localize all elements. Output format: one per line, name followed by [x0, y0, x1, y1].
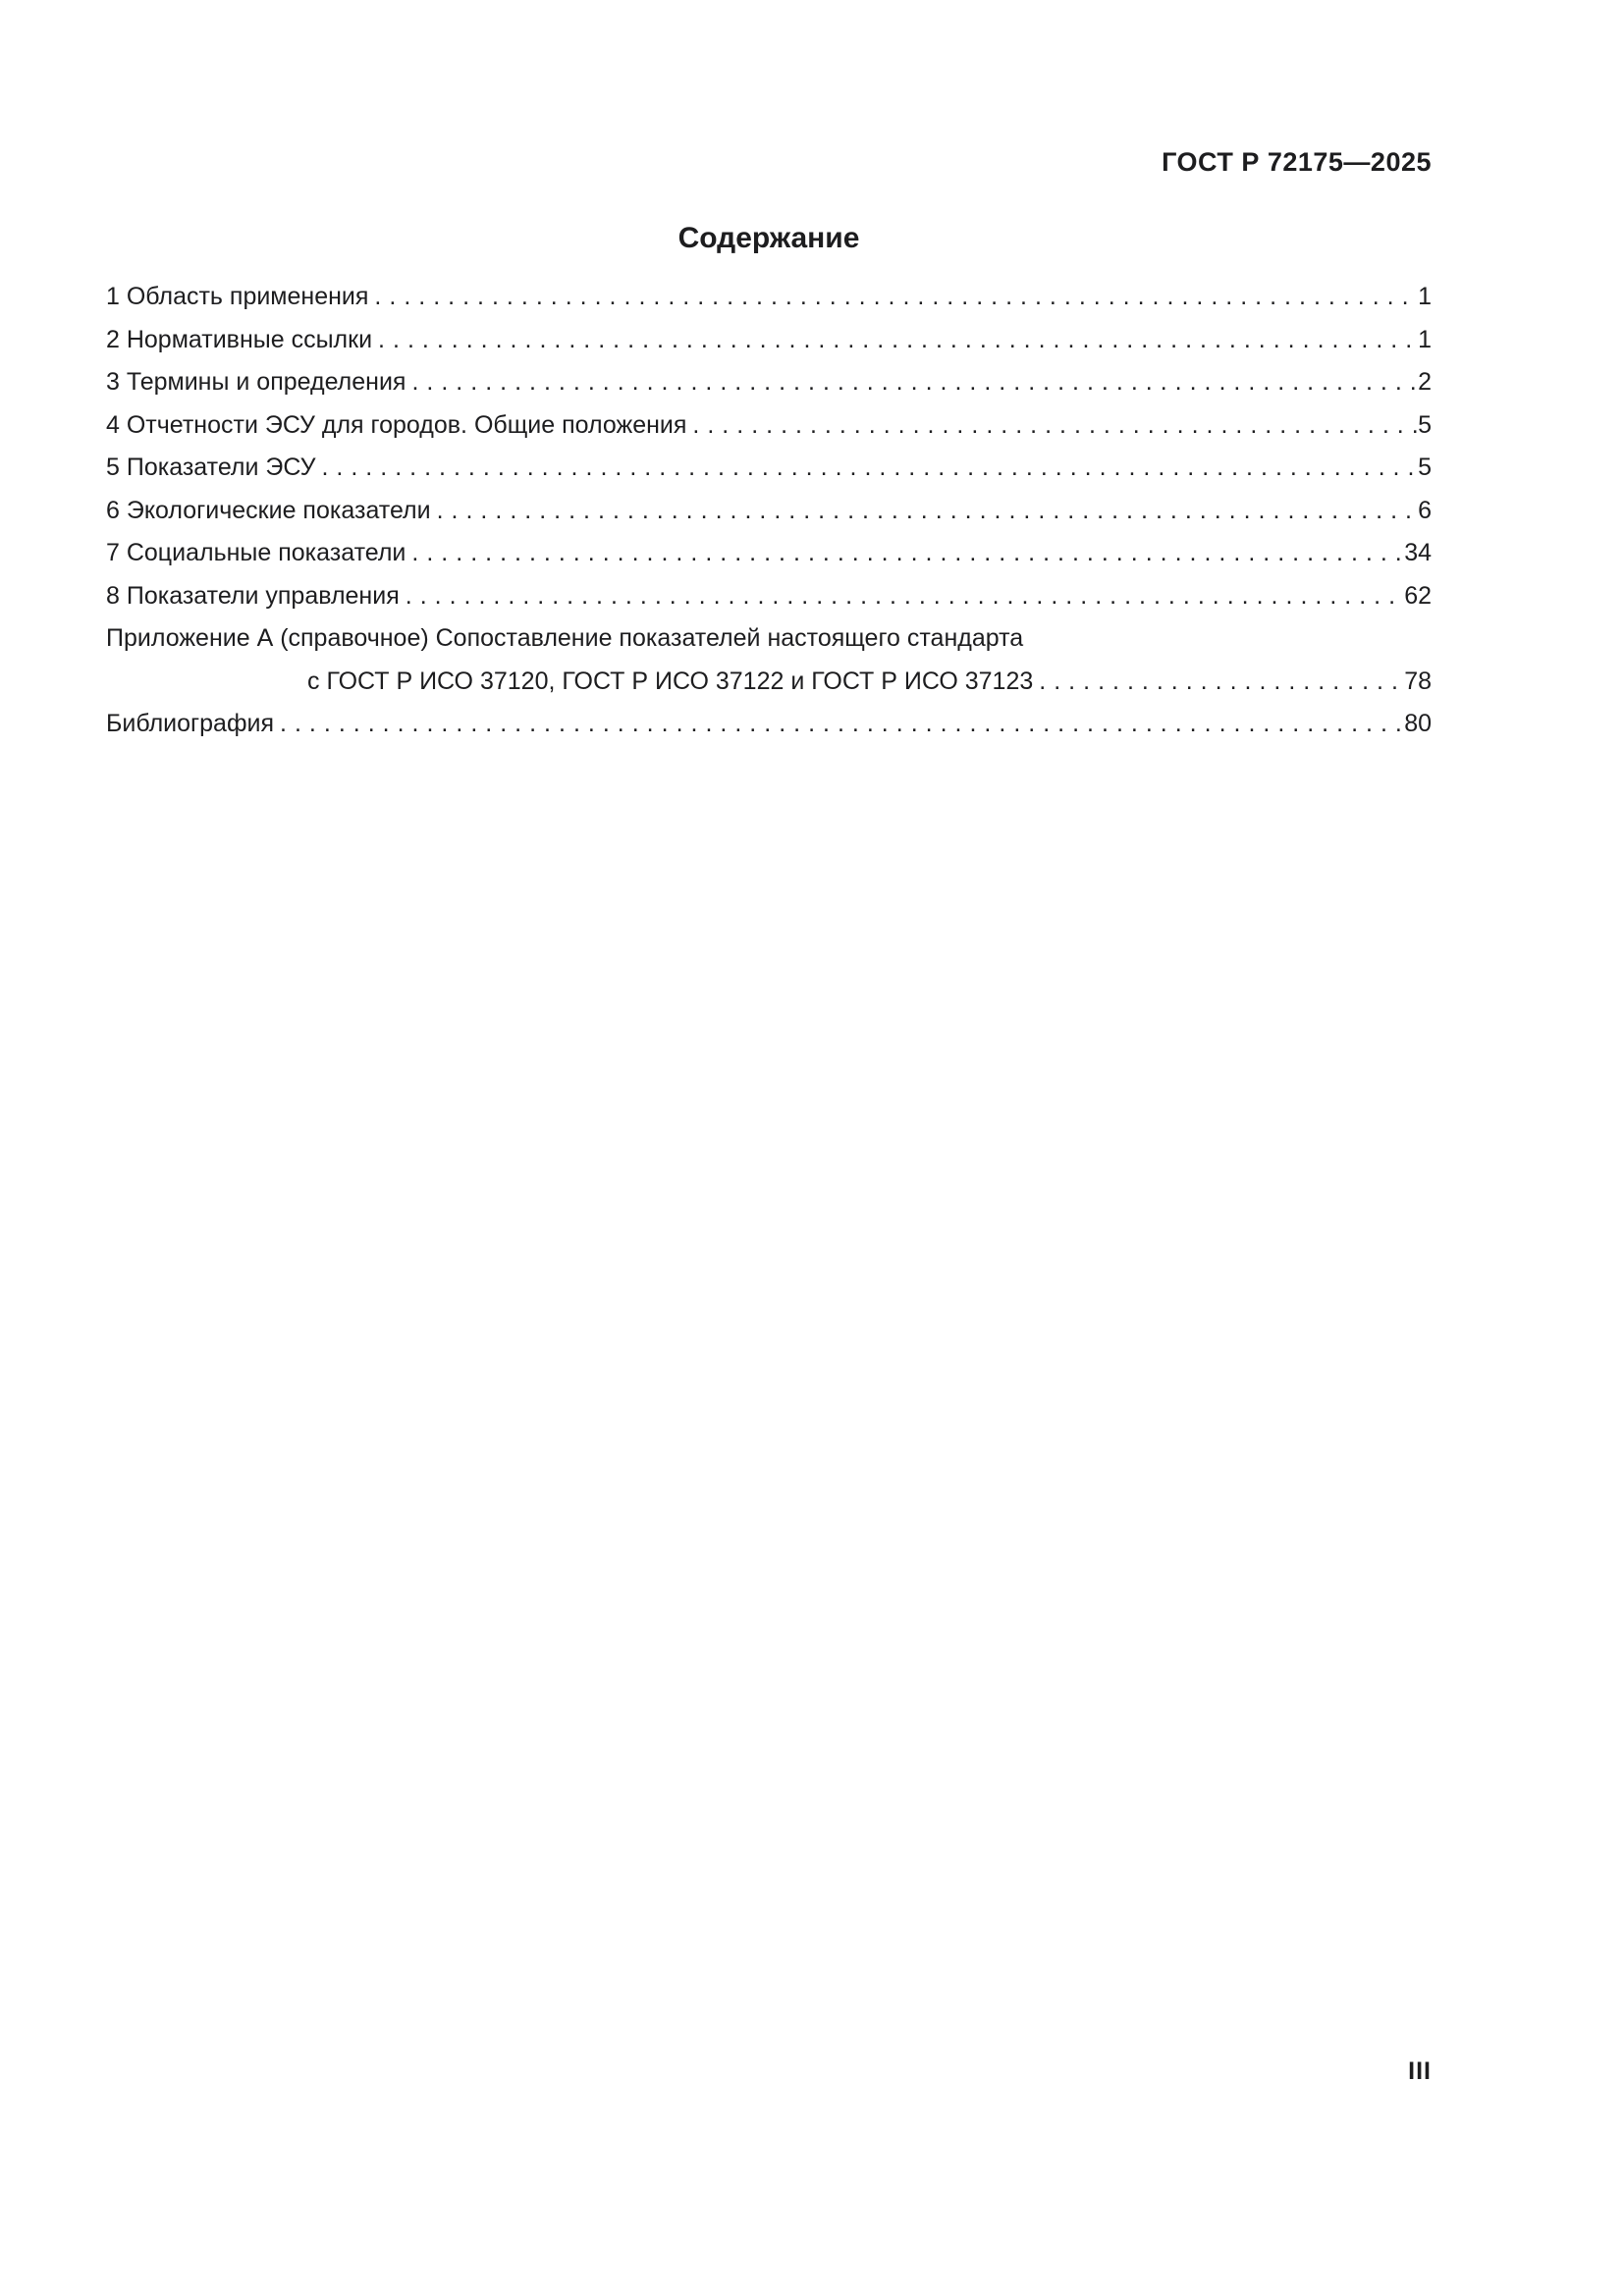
toc-entry-page: 78: [1404, 667, 1432, 695]
dot-leader: [411, 532, 1404, 575]
toc-entry: [106, 404, 1432, 448]
toc-entry-page: 34: [1404, 539, 1432, 566]
toc-entry-page: 62: [1404, 581, 1432, 610]
toc-entry: [106, 532, 1432, 575]
page-number: III: [1408, 2057, 1432, 2085]
toc-entry-label: 4 Отчетности ЭСУ для городов. Общие положения: [106, 410, 687, 439]
toc-entry-label: 8 Показатели управления: [106, 581, 400, 610]
toc-entry-label: 1 Область применения: [106, 283, 369, 310]
toc-entry-label: 3 Термины и определения: [106, 368, 406, 396]
toc-entry-label: 6 Экологические показатели: [106, 496, 431, 524]
toc-entry: [106, 319, 1432, 362]
toc-entry-label: с ГОСТ Р ИСО 37120, ГОСТ Р ИСО 37122 и ГОСТ Р ИСО 37123: [307, 667, 1034, 695]
toc-entry-label: 5 Показатели ЭСУ: [106, 454, 316, 481]
dot-leader: [406, 575, 1404, 618]
dot-leader: [378, 319, 1418, 362]
toc-entry-page: 2: [1418, 368, 1432, 396]
toc-entry-page: 5: [1418, 454, 1432, 481]
standard-code: ГОСТ Р 72175—2025: [1162, 147, 1432, 177]
toc-entry-page: 80: [1404, 710, 1432, 737]
toc-entry-label: Библиография: [106, 710, 275, 737]
toc-entry: [106, 361, 1432, 404]
toc-entry-page: 1: [1418, 325, 1432, 353]
toc-entry: [106, 703, 1432, 746]
dot-leader: [374, 276, 1418, 319]
toc-entry-page: 5: [1418, 410, 1432, 439]
dot-leader: [437, 490, 1419, 533]
toc-entry-page: 1: [1418, 283, 1432, 310]
toc-entry: [106, 276, 1432, 319]
toc-entry-appendix-line2: [106, 661, 1432, 704]
toc-entry: [106, 490, 1432, 533]
dot-leader: [692, 404, 1418, 448]
dot-leader: [280, 703, 1404, 746]
dot-leader: [321, 447, 1418, 490]
toc-entry-page: 6: [1418, 496, 1432, 524]
toc-entry-label: Приложение А (справочное) Сопоставление показателей настоящего стандарта: [106, 624, 1024, 652]
toc-entry: [106, 575, 1432, 618]
toc-entry-label: 2 Нормативные ссылки: [106, 325, 373, 353]
dot-leader: [1039, 661, 1404, 704]
table-of-contents: [106, 276, 1432, 746]
toc-entry: [106, 447, 1432, 490]
toc-entry-label: 7 Социальные показатели: [106, 539, 406, 566]
page-footer: [106, 2057, 1432, 2086]
page-title: Содержание: [677, 222, 860, 254]
toc-entry-appendix-line1: [106, 617, 1432, 661]
dot-leader: [411, 361, 1418, 404]
